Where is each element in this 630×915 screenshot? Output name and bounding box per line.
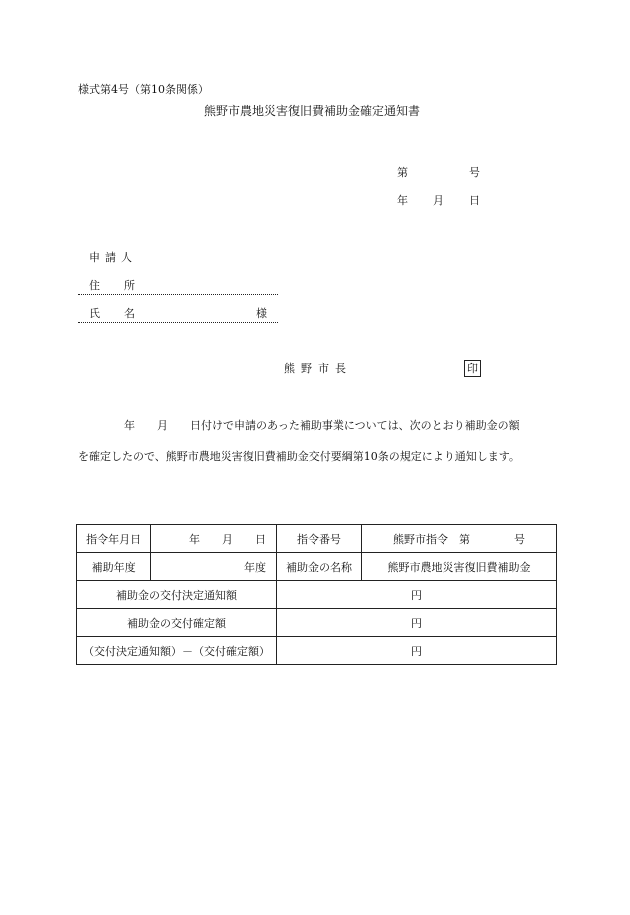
reference-gou: 号	[469, 166, 480, 179]
order-date-value[interactable]: 年 月 日	[151, 525, 277, 553]
issuer-mayor: 熊野市長	[284, 362, 352, 375]
address-field[interactable]	[78, 279, 278, 295]
name-field[interactable]	[78, 307, 278, 323]
table-row	[77, 637, 557, 665]
date-day: 日	[469, 194, 480, 207]
difference-amount-value[interactable]: 円	[277, 637, 557, 665]
fiscal-year-label: 補助年度	[77, 553, 151, 581]
table-row	[77, 525, 557, 553]
decision-amount-label: 補助金の交付決定通知額	[77, 581, 277, 609]
subsidy-name-value: 熊野市農地災害復旧費補助金	[362, 553, 557, 581]
table-row	[77, 553, 557, 581]
body-text-line-1: 年 月 日付けで申請のあった補助事業については、次のとおり補助金の額	[124, 419, 520, 432]
order-number-label: 指令番号	[277, 525, 362, 553]
subsidy-name-label: 補助金の名称	[277, 553, 362, 581]
confirmed-amount-value[interactable]: 円	[277, 609, 557, 637]
body-text-line-2: を確定したので、熊野市農地災害復旧費補助金交付要綱第10条の規定により通知します。	[78, 450, 520, 463]
date-year: 年	[397, 194, 408, 207]
honorific-sama: 様	[256, 307, 267, 320]
address-label-2: 所	[124, 279, 135, 292]
difference-amount-label: （交付決定通知額）－（交付確定額）	[77, 637, 277, 665]
confirmed-amount-label: 補助金の交付確定額	[77, 609, 277, 637]
date-month: 月	[433, 194, 444, 207]
order-date-label: 指令年月日	[77, 525, 151, 553]
name-label-1: 氏	[89, 307, 100, 320]
seal-box: 印	[464, 360, 481, 377]
name-label-2: 名	[124, 307, 135, 320]
address-label-1: 住	[89, 279, 100, 292]
table-row	[77, 581, 557, 609]
applicant-heading: 申請人	[89, 251, 137, 264]
reference-dai: 第	[397, 166, 408, 179]
fiscal-year-value[interactable]: 年度	[151, 553, 277, 581]
form-number: 様式第4号（第10条関係）	[78, 83, 209, 96]
order-number-value[interactable]: 熊野市指令 第 号	[362, 525, 557, 553]
subsidy-table	[76, 524, 557, 665]
table-row	[77, 609, 557, 637]
decision-amount-value[interactable]: 円	[277, 581, 557, 609]
document-title: 熊野市農地災害復旧費補助金確定通知書	[204, 104, 421, 118]
